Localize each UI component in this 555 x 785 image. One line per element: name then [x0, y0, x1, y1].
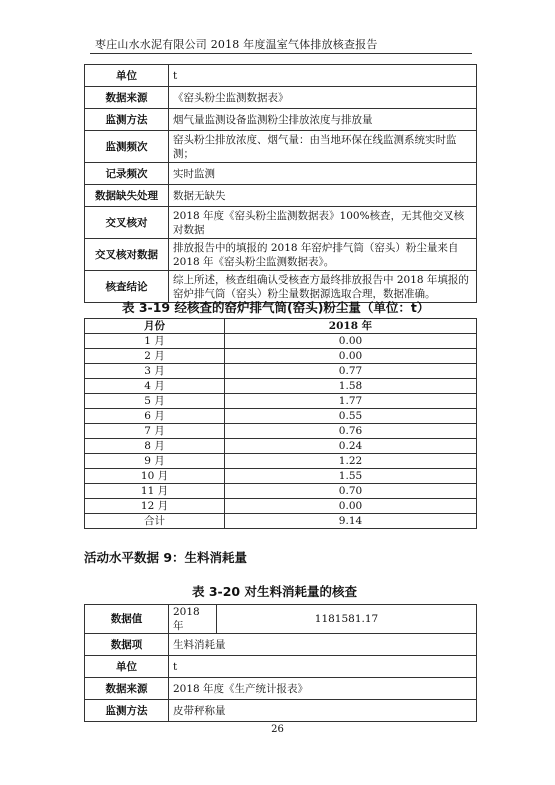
row-key: 监测方法	[85, 109, 169, 131]
month-cell: 3 月	[85, 364, 225, 379]
table-row	[85, 131, 477, 163]
table-row	[85, 364, 477, 379]
row-value: 烟气量监测设备监测粉尘排放浓度与排放量	[169, 109, 477, 131]
table-row	[85, 499, 477, 514]
table-row	[85, 65, 477, 87]
table-row	[85, 700, 477, 722]
table-row	[85, 207, 477, 239]
table-row	[85, 394, 477, 409]
table-row	[85, 185, 477, 207]
table-row	[85, 454, 477, 469]
row-value: 2018 年度《窑头粉尘监测数据表》100%核查，无其他交叉核对数据	[169, 207, 477, 239]
value-cell: 1.55	[225, 469, 477, 484]
row-key: 数据来源	[85, 678, 169, 700]
value-cell: 0.70	[225, 484, 477, 499]
dust-data-table	[84, 64, 477, 303]
row-value: 皮带秤称量	[169, 700, 477, 722]
table-caption-3-20: 表 3-20 对生料消耗量的核查	[192, 584, 357, 599]
monthly-dust-table	[84, 318, 477, 529]
row-value: 综上所述，核查组确认受核查方最终排放报告中 2018 年填报的窑炉排气筒（窑头）粉尘量数据源选取合理，数据准确。	[169, 271, 477, 303]
month-cell: 2 月	[85, 349, 225, 364]
month-cell: 11 月	[85, 484, 225, 499]
row-key: 数据值	[85, 605, 169, 634]
section-heading: 活动水平数据 9：生料消耗量	[84, 550, 248, 565]
table-row	[85, 109, 477, 131]
table-caption-3-19: 表 3-19 经核查的窑炉排气筒(窑头)粉尘量（单位：t）	[122, 300, 430, 315]
total-label-cell: 合计	[85, 514, 225, 529]
data-value-cell: 1181581.17	[217, 605, 477, 634]
col-month-header: 月份	[85, 319, 225, 334]
month-cell: 9 月	[85, 454, 225, 469]
row-key: 单位	[85, 65, 169, 87]
row-key: 监测频次	[85, 131, 169, 163]
table-header-row	[85, 319, 477, 334]
row-value: 《窑头粉尘监测数据表》	[169, 87, 477, 109]
row-key: 单位	[85, 656, 169, 678]
value-cell: 0.24	[225, 439, 477, 454]
month-cell: 1 月	[85, 334, 225, 349]
table-row	[85, 379, 477, 394]
table-row	[85, 239, 477, 271]
total-value-cell: 9.14	[225, 514, 477, 529]
row-value: 排放报告中的填报的 2018 年窑炉排气筒（窑头）粉尘量来自 2018 年《窑头粉尘监测数据表》。	[169, 239, 477, 271]
row-key: 交叉核对	[85, 207, 169, 239]
row-value: t	[169, 65, 477, 87]
table-row	[85, 349, 477, 364]
row-value: 实时监测	[169, 163, 477, 185]
table-row	[85, 605, 477, 634]
year-cell: 2018 年	[169, 605, 217, 634]
table-row	[85, 439, 477, 454]
col-year-header: 2018 年	[225, 319, 477, 334]
table-total-row	[85, 514, 477, 529]
value-cell: 0.00	[225, 349, 477, 364]
table-row	[85, 409, 477, 424]
table-row	[85, 334, 477, 349]
month-cell: 12 月	[85, 499, 225, 514]
value-cell: 1.77	[225, 394, 477, 409]
month-cell: 10 月	[85, 469, 225, 484]
value-cell: 0.76	[225, 424, 477, 439]
month-cell: 6 月	[85, 409, 225, 424]
row-key: 交叉核对数据	[85, 239, 169, 271]
table-row	[85, 87, 477, 109]
table-row	[85, 163, 477, 185]
row-value: 数据无缺失	[169, 185, 477, 207]
table-row	[85, 656, 477, 678]
row-key: 数据项	[85, 634, 169, 656]
row-key: 数据来源	[85, 87, 169, 109]
month-cell: 7 月	[85, 424, 225, 439]
row-key: 核查结论	[85, 271, 169, 303]
table-row	[85, 424, 477, 439]
row-value: 2018 年度《生产统计报表》	[169, 678, 477, 700]
month-cell: 8 月	[85, 439, 225, 454]
raw-meal-table	[84, 604, 477, 722]
header-rule	[90, 53, 472, 54]
table-row	[85, 469, 477, 484]
value-cell: 0.00	[225, 334, 477, 349]
value-cell: 1.22	[225, 454, 477, 469]
table-row	[85, 678, 477, 700]
table-row	[85, 634, 477, 656]
row-key: 记录频次	[85, 163, 169, 185]
month-cell: 4 月	[85, 379, 225, 394]
table-row	[85, 484, 477, 499]
value-cell: 1.58	[225, 379, 477, 394]
running-header: 枣庄山水水泥有限公司 2018 年度温室气体排放核查报告	[95, 38, 378, 51]
value-cell: 0.77	[225, 364, 477, 379]
row-value: 生料消耗量	[169, 634, 477, 656]
value-cell: 0.00	[225, 499, 477, 514]
row-key: 数据缺失处理	[85, 185, 169, 207]
page-number: 26	[271, 724, 284, 735]
row-value: 窑头粉尘排放浓度、烟气量：由当地环保在线监测系统实时监测；	[169, 131, 477, 163]
row-value: t	[169, 656, 477, 678]
row-key: 监测方法	[85, 700, 169, 722]
month-cell: 5 月	[85, 394, 225, 409]
value-cell: 0.55	[225, 409, 477, 424]
